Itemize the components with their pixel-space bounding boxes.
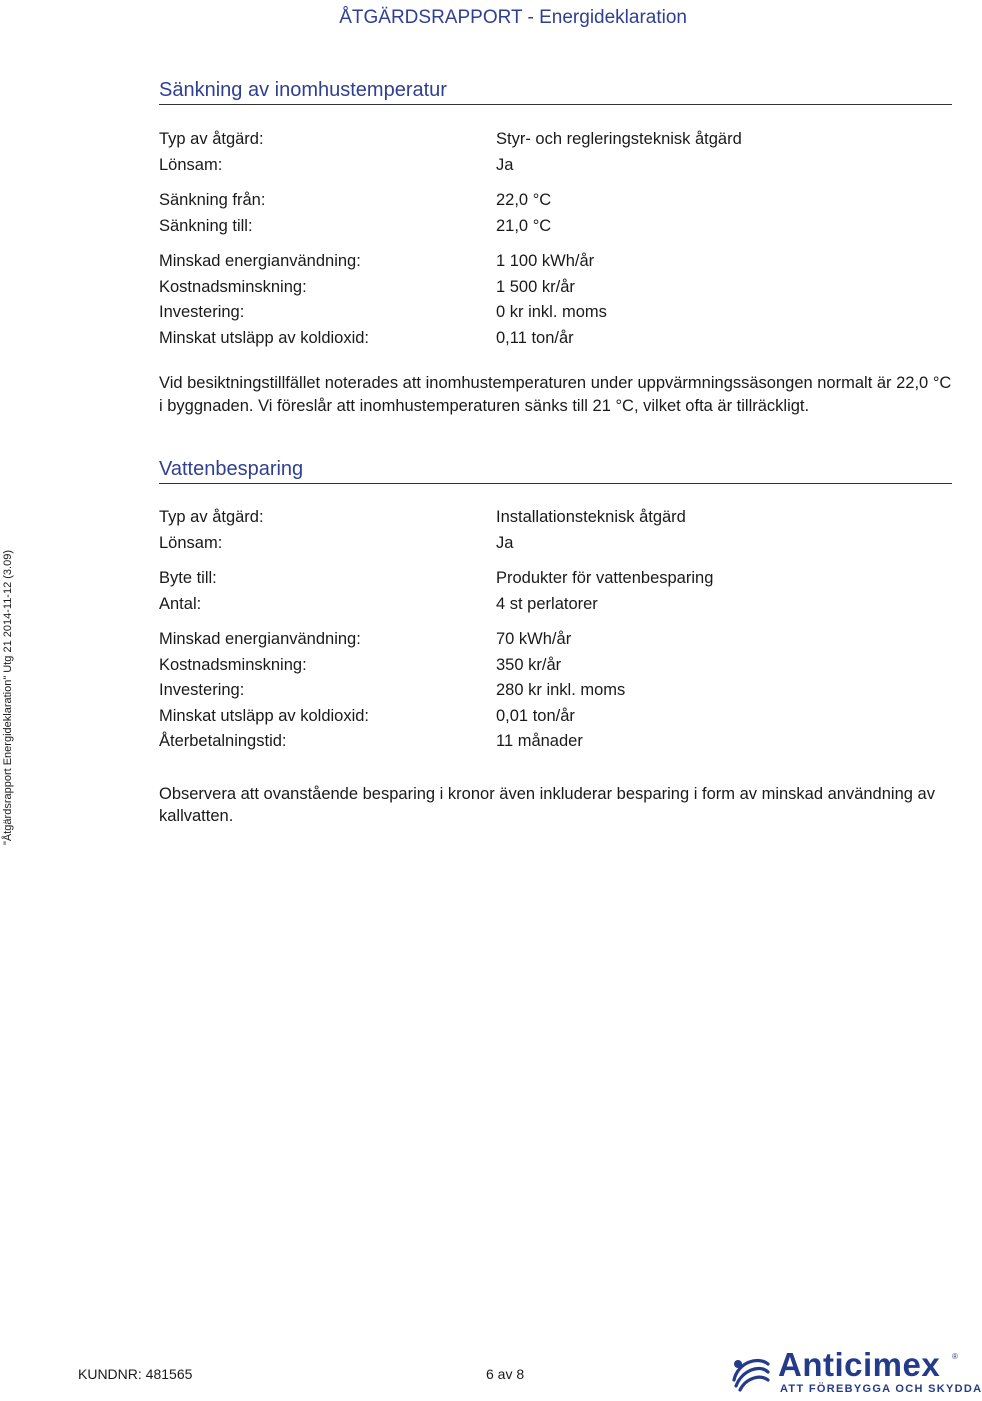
section-water-saving xyxy=(159,457,952,828)
info-row xyxy=(159,531,952,557)
row-label: Antal: xyxy=(159,594,202,613)
row-label: Sänkning till: xyxy=(159,216,253,235)
page-header-title: ÅTGÄRDSRAPPORT - Energideklaration xyxy=(339,7,687,28)
row-value: 0,11 ton/år xyxy=(496,328,574,347)
savings-group xyxy=(159,249,952,351)
row-value: Produkter för vattenbesparing xyxy=(496,569,714,587)
page-number: 6 av 8 xyxy=(486,1366,525,1382)
row-label: Lönsam: xyxy=(159,155,223,174)
info-row xyxy=(159,326,952,352)
savings-group xyxy=(159,627,952,755)
row-label: Kostnadsminskning: xyxy=(159,655,307,674)
measure-type-group xyxy=(159,127,952,178)
info-row xyxy=(159,127,952,153)
info-row xyxy=(159,505,952,531)
section-title: Sänkning av inomhustemperatur xyxy=(159,78,952,105)
row-value: 1 500 kr/år xyxy=(496,277,575,296)
info-row xyxy=(159,188,952,214)
row-value: Ja xyxy=(496,533,514,552)
info-row xyxy=(159,704,952,730)
row-label: Typ av åtgärd: xyxy=(159,508,264,526)
anticimex-logo xyxy=(728,1346,982,1396)
row-label: Minskad energianvändning: xyxy=(159,252,361,270)
row-label: Minskat utsläpp av koldioxid: xyxy=(159,706,370,725)
replacement-group xyxy=(159,566,952,617)
row-value: 11 månader xyxy=(496,732,583,750)
row-label: Minskad energianvändning: xyxy=(159,630,361,648)
section-indoor-temperature xyxy=(159,78,952,417)
row-label: Byte till: xyxy=(159,569,217,587)
row-value: Styr- och regleringsteknisk åtgärd xyxy=(496,130,742,148)
logo-tagline: ATT FÖREBYGGA OCH SKYDDA xyxy=(780,1383,982,1395)
document-version-text: "Åtgärdsrapport Energideklaration" Utg 21 2014-11-12 (3.09) xyxy=(2,549,14,845)
info-row xyxy=(159,566,952,592)
row-value: 350 kr/år xyxy=(496,655,562,674)
row-value: Installationsteknisk åtgärd xyxy=(496,508,686,526)
row-label: Investering: xyxy=(159,303,245,321)
section-title: Vattenbesparing xyxy=(159,457,952,484)
info-row xyxy=(159,678,952,704)
row-label: Typ av åtgärd: xyxy=(159,130,264,148)
row-value: 280 kr inkl. moms xyxy=(496,681,626,699)
row-label: Investering: xyxy=(159,681,245,699)
row-label: Sänkning från: xyxy=(159,191,266,209)
section-description: Vid besiktningstillfället noterades att inomhustemperaturen under uppvärmningssäsongen normalt är 22,0 °C i byggnaden. Vi föreslår att inomhustemperaturen sänks till 21 °C, vilket ofta är tillräckligt. xyxy=(159,374,952,415)
info-row xyxy=(159,729,952,755)
logo-wordmark: Anticimex xyxy=(778,1346,941,1383)
row-label: Lönsam: xyxy=(159,533,223,552)
info-row xyxy=(159,153,952,179)
info-row xyxy=(159,592,952,618)
info-row xyxy=(159,249,952,275)
info-row xyxy=(159,300,952,326)
registered-mark: ® xyxy=(952,1352,958,1361)
row-value: 0,01 ton/år xyxy=(496,706,575,725)
row-value: 1 100 kWh/år xyxy=(496,252,595,270)
row-value: 70 kWh/år xyxy=(496,630,572,648)
info-row xyxy=(159,275,952,301)
section-description: Observera att ovanstående besparing i kronor även inkluderar besparing i form av minskad användning av kallvatten. xyxy=(159,784,935,825)
row-value: 22,0 °C xyxy=(496,191,552,209)
row-label: Återbetalningstid: xyxy=(159,732,287,750)
temperature-group xyxy=(159,188,952,239)
row-value: Ja xyxy=(496,155,514,174)
info-row xyxy=(159,653,952,679)
row-value: 4 st perlatorer xyxy=(496,594,598,613)
measure-type-group xyxy=(159,505,952,556)
customer-number: KUNDNR: 481565 xyxy=(78,1366,193,1382)
row-label: Kostnadsminskning: xyxy=(159,277,307,296)
row-value: 0 kr inkl. moms xyxy=(496,303,607,321)
info-row xyxy=(159,214,952,240)
row-value: 21,0 °C xyxy=(496,216,552,235)
row-label: Minskat utsläpp av koldioxid: xyxy=(159,328,370,347)
info-row xyxy=(159,627,952,653)
anticimex-emblem-icon xyxy=(728,1350,772,1394)
